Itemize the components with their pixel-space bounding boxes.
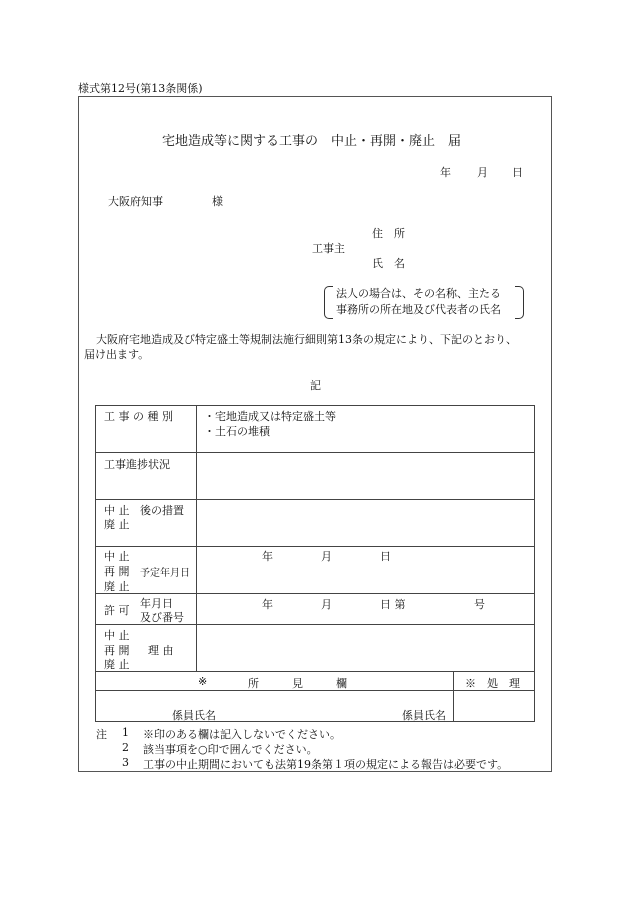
process-header: ※ 処 理	[465, 677, 520, 690]
option-doseki-taiseki: ・土石の堆積	[204, 425, 270, 438]
staff-name-label-1: 係員氏名	[172, 709, 216, 722]
reason-field[interactable]	[198, 626, 532, 669]
permit-day-dai-label: 日 第	[380, 598, 406, 611]
row-label-permit-date: 年月日	[140, 597, 173, 610]
corp-note-1: 法人の場合は、その名称、主たる	[336, 287, 501, 300]
permit-month-label: 月	[321, 598, 332, 611]
notes-prefix: 注	[96, 728, 107, 741]
addressee-name: 大阪府知事	[108, 195, 163, 208]
note-number: 2	[122, 741, 129, 754]
opinion-mark: ※	[198, 675, 208, 688]
row-label-stop: 中 止	[104, 504, 130, 517]
progress-field[interactable]	[198, 454, 532, 497]
name-label: 氏 名	[372, 257, 405, 270]
measures-field[interactable]	[198, 501, 532, 544]
note-text: ※印のある欄は記入しないでください。	[143, 728, 341, 741]
note-text: 該当事項を○印で囲んでください。	[143, 743, 318, 756]
row-label-abolish-2: 廃 止	[104, 580, 130, 593]
corp-note-2: 事務所の所在地及び代表者の氏名	[336, 303, 501, 316]
row-label-reason: 理 由	[148, 644, 174, 657]
scheduled-year-label: 年	[262, 550, 273, 563]
row-label-resume-2: 再 開	[104, 644, 130, 657]
scheduled-day-label: 日	[380, 550, 391, 563]
scheduled-month-label: 月	[321, 550, 332, 563]
staff-name-label-2: 係員氏名	[402, 709, 446, 722]
brace-right	[515, 286, 524, 319]
statement-line-2: 届け出ます。	[84, 348, 150, 361]
row-label-abolish: 廃 止	[104, 518, 130, 531]
option-takuchi-zosei: ・宅地造成又は特定盛土等	[204, 410, 336, 423]
date-month: 月	[477, 166, 488, 179]
address-label: 住 所	[372, 227, 405, 240]
statement-line-1: 大阪府宅地造成及び特定盛土等規制法施行細則第13条の規定により、下記のとおり、	[96, 333, 517, 346]
note-number: 1	[122, 726, 129, 739]
form-number: 様式第12号(第13条関係)	[78, 82, 203, 95]
row-label-permit-number: 及び番号	[140, 611, 184, 624]
applicant-label: 工事主	[312, 242, 345, 255]
note-text: 工事の中止期間においても法第19条第１項の規定による報告は必要です。	[143, 758, 509, 771]
row-label-scheduled-date: 予定年月日	[140, 568, 190, 579]
opinion-header: 所 見 欄	[248, 677, 347, 690]
row-label-stop-3: 中 止	[104, 629, 130, 642]
row-label-resume: 再 開	[104, 565, 130, 578]
permit-year-label: 年	[262, 598, 273, 611]
date-year: 年	[440, 166, 451, 179]
note-number: 3	[122, 756, 129, 769]
row-label-progress: 工事進捗状況	[104, 458, 170, 471]
date-day: 日	[512, 166, 523, 179]
row-label-work-type: 工 事 の 種 別	[104, 410, 173, 423]
row-label-stop-2: 中 止	[104, 550, 130, 563]
ki-heading: 記	[310, 379, 321, 392]
row-label-measures: 後の措置	[140, 504, 184, 517]
brace-left	[324, 286, 333, 319]
page-title: 宅地造成等に関する工事の 中止・再開・廃止 届	[162, 134, 462, 149]
row-label-abolish-3: 廃 止	[104, 658, 130, 671]
addressee-honorific: 様	[212, 195, 223, 208]
work-type-extra-field[interactable]	[204, 436, 529, 450]
row-label-permit: 許 可	[104, 604, 130, 617]
permit-number-label: 号	[474, 598, 485, 611]
